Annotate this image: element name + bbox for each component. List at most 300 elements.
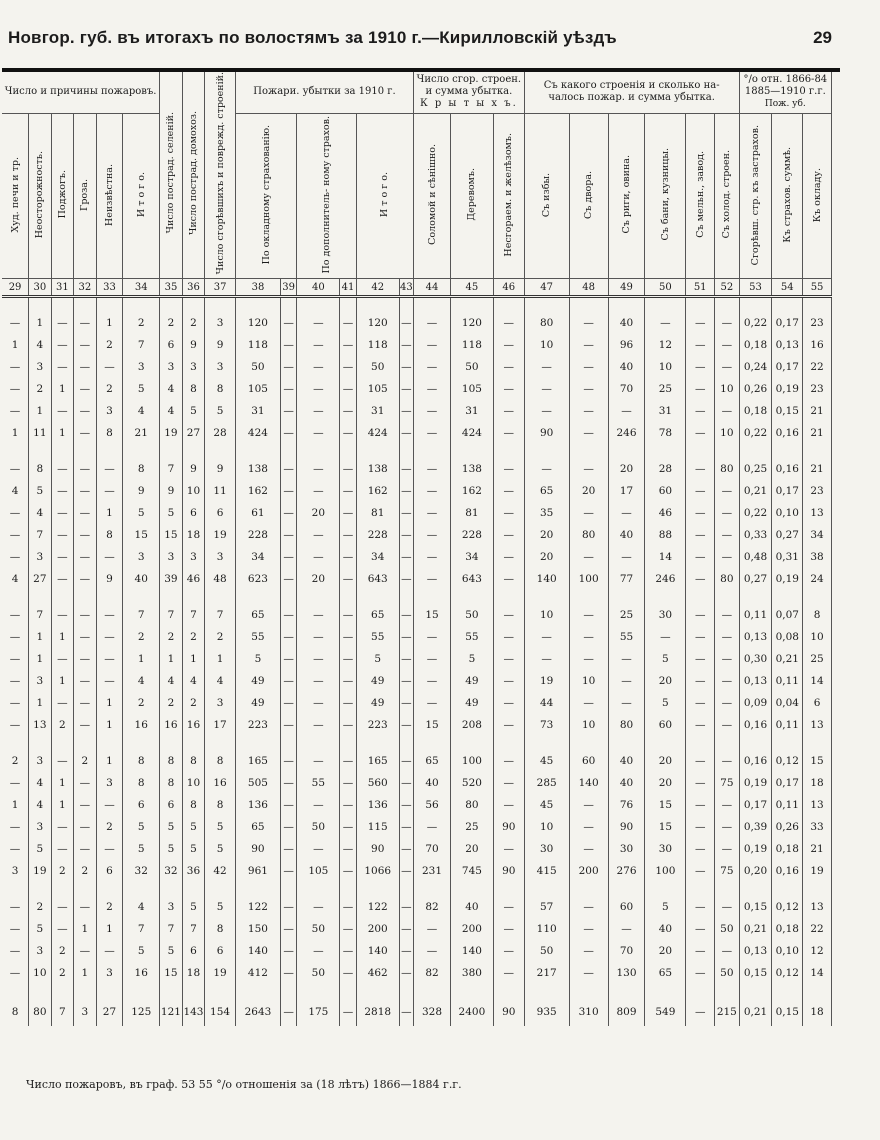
table-cell: —	[2, 378, 29, 400]
spacer-cell	[645, 297, 686, 313]
table-cell: 65	[524, 480, 569, 502]
column-number: 50	[645, 279, 686, 297]
table-cell: 75	[715, 772, 740, 794]
table-cell: 75	[715, 860, 740, 882]
table-cell: —	[686, 378, 715, 400]
table-cell: —	[686, 860, 715, 882]
table-cell: —	[340, 940, 356, 962]
table-cell: 2	[74, 750, 97, 772]
spacer-cell	[414, 984, 451, 998]
table-cell: —	[645, 626, 686, 648]
table-cell: 15	[414, 714, 451, 736]
table-cell: —	[493, 604, 524, 626]
spacer-cell	[399, 444, 413, 458]
col-31-header: Поджогъ.	[51, 113, 74, 278]
table-cell: —	[569, 312, 608, 334]
table-cell: 2	[123, 312, 160, 334]
spacer-cell	[414, 590, 451, 604]
table-cell: —	[715, 648, 740, 670]
spacer-cell	[524, 444, 569, 458]
table-cell: 162	[450, 480, 493, 502]
table-cell: 1	[29, 400, 52, 422]
table-cell: —	[51, 896, 74, 918]
table-cell: —	[686, 502, 715, 524]
table-cell: —	[280, 772, 296, 794]
table-cell: 3	[29, 546, 52, 568]
col-47-header: Съ избы.	[524, 113, 569, 278]
table-cell: 5	[182, 816, 205, 838]
table-cell: —	[399, 816, 413, 838]
table-cell: —	[569, 356, 608, 378]
table-cell: 56	[414, 794, 451, 816]
table-cell: —	[74, 502, 97, 524]
table-cell: 310	[569, 998, 608, 1026]
table-cell: —	[340, 896, 356, 918]
table-cell: —	[51, 334, 74, 356]
table-cell: 21	[123, 422, 160, 444]
table-cell: 10	[569, 670, 608, 692]
table-cell: 6	[96, 860, 123, 882]
table-cell: 20	[645, 750, 686, 772]
spacer-cell	[205, 297, 236, 313]
table-cell: —	[2, 458, 29, 480]
table-cell: —	[280, 480, 296, 502]
table-cell: —	[414, 422, 451, 444]
table-cell: 105	[450, 378, 493, 400]
table-cell: —	[2, 838, 29, 860]
table-cell: 0,17	[772, 772, 803, 794]
table-cell: 4	[2, 480, 29, 502]
table-cell: —	[399, 546, 413, 568]
table-cell: 1	[160, 648, 183, 670]
spacer-cell	[51, 297, 74, 313]
table-cell: —	[414, 670, 451, 692]
table-cell: —	[569, 648, 608, 670]
table-cell: 20	[645, 772, 686, 794]
table-cell: 5	[29, 838, 52, 860]
table-cell: 0,16	[739, 750, 772, 772]
table-cell: —	[297, 604, 340, 626]
table-cell: 1	[29, 648, 52, 670]
table-cell: 246	[608, 422, 645, 444]
spacer-cell	[399, 882, 413, 896]
table-cell: 8	[160, 772, 183, 794]
table-cell: —	[686, 422, 715, 444]
table-cell: 46	[182, 568, 205, 590]
table-cell: 2	[51, 714, 74, 736]
spacer-cell	[96, 444, 123, 458]
spacer-cell	[297, 590, 340, 604]
table-cell: —	[2, 604, 29, 626]
table-cell: 9	[182, 334, 205, 356]
spacer-cell	[450, 882, 493, 896]
table-cell: 1	[96, 750, 123, 772]
spacer-cell	[356, 984, 399, 998]
spacer-cell	[493, 590, 524, 604]
spacer-cell	[280, 882, 296, 896]
table-cell: 121	[160, 998, 183, 1026]
table-cell: 3	[205, 356, 236, 378]
table-cell: —	[51, 546, 74, 568]
table-cell: —	[399, 334, 413, 356]
column-number: 48	[569, 279, 608, 297]
spacer-cell	[686, 297, 715, 313]
table-cell: —	[399, 670, 413, 692]
footnote: Число пожаровъ, въ граф. 53 55 °/о отношенія за (18 лѣтъ) 1866—1884 г.г.	[26, 1078, 462, 1091]
table-cell: 1	[96, 692, 123, 714]
table-cell: —	[340, 794, 356, 816]
table-cell: —	[715, 816, 740, 838]
spacer-cell	[205, 444, 236, 458]
spacer-cell	[772, 444, 803, 458]
table-cell: 2	[51, 962, 74, 984]
spacer-cell	[96, 882, 123, 896]
spacer-cell	[123, 984, 160, 998]
table-cell: 6	[205, 940, 236, 962]
table-cell: 2	[182, 312, 205, 334]
table-cell: —	[74, 524, 97, 546]
table-cell: —	[297, 400, 340, 422]
table-cell: 3	[205, 692, 236, 714]
table-cell: —	[297, 524, 340, 546]
table-cell: 5	[205, 896, 236, 918]
table-cell: 19	[205, 962, 236, 984]
table-cell: 4	[123, 896, 160, 918]
spacer-cell	[493, 984, 524, 998]
table-cell: —	[686, 794, 715, 816]
table-cell: —	[297, 546, 340, 568]
table-cell: 5	[123, 838, 160, 860]
table-cell: 6	[160, 334, 183, 356]
table-cell: —	[297, 714, 340, 736]
spacer-cell	[123, 444, 160, 458]
table-cell: 7	[123, 334, 160, 356]
table-cell: —	[493, 962, 524, 984]
table-cell: —	[74, 794, 97, 816]
table-cell: 118	[235, 334, 280, 356]
table-cell: 165	[235, 750, 280, 772]
spacer-cell	[74, 590, 97, 604]
spacer-cell	[686, 590, 715, 604]
column-number: 38	[235, 279, 280, 297]
table-cell: 505	[235, 772, 280, 794]
table-row	[2, 480, 832, 502]
spacer-cell	[645, 882, 686, 896]
table-cell: —	[608, 692, 645, 714]
spacer-cell	[803, 590, 832, 604]
table-cell: 15	[160, 962, 183, 984]
table-cell: —	[399, 524, 413, 546]
table-cell: 105	[356, 378, 399, 400]
table-cell: 2	[2, 750, 29, 772]
table-cell: 23	[803, 480, 832, 502]
table-cell: —	[340, 568, 356, 590]
table-cell: —	[74, 422, 97, 444]
column-numbers-row	[2, 279, 832, 297]
spacer-cell	[29, 882, 52, 896]
spacer-row	[2, 297, 832, 313]
spacer-cell	[803, 444, 832, 458]
table-cell: —	[51, 568, 74, 590]
table-cell: —	[715, 334, 740, 356]
table-cell: —	[399, 772, 413, 794]
spacer-cell	[96, 297, 123, 313]
table-cell: —	[715, 546, 740, 568]
table-cell: 2	[123, 692, 160, 714]
table-cell: 118	[450, 334, 493, 356]
table-cell: 34	[450, 546, 493, 568]
spacer-cell	[235, 590, 280, 604]
table-cell: 0,10	[772, 940, 803, 962]
table-cell: —	[686, 604, 715, 626]
spacer-cell	[686, 984, 715, 998]
table-cell: 23	[803, 312, 832, 334]
table-cell: —	[493, 378, 524, 400]
table-cell: 110	[524, 918, 569, 940]
table-cell: —	[340, 524, 356, 546]
table-cell: 1066	[356, 860, 399, 882]
table-cell: 90	[493, 860, 524, 882]
table-cell: 0,21	[739, 918, 772, 940]
table-cell: —	[297, 422, 340, 444]
table-cell: 5	[645, 692, 686, 714]
spacer-cell	[123, 297, 160, 313]
col-38-header: По окладному страхованію.	[235, 113, 296, 278]
table-cell: 27	[29, 568, 52, 590]
spacer-cell	[608, 984, 645, 998]
column-number: 30	[29, 279, 52, 297]
table-cell: 45	[524, 750, 569, 772]
spacer-cell	[235, 882, 280, 896]
table-cell: 215	[715, 998, 740, 1026]
table-cell: 328	[414, 998, 451, 1026]
group-burned-buildings: Число сгор. строен. и сумма убытка. К р ы т ы х ъ.	[414, 72, 525, 113]
table-cell: —	[297, 692, 340, 714]
spacer-cell	[645, 590, 686, 604]
table-cell: 22	[803, 918, 832, 940]
table-cell: —	[74, 334, 97, 356]
table-cell: —	[686, 400, 715, 422]
table-cell: 50	[524, 940, 569, 962]
table-cell: —	[280, 458, 296, 480]
spacer-cell	[29, 297, 52, 313]
column-number: 54	[772, 279, 803, 297]
table-cell: —	[340, 998, 356, 1026]
spacer-cell	[739, 736, 772, 750]
table-cell: —	[280, 940, 296, 962]
spacer-cell	[356, 736, 399, 750]
spacer-cell	[280, 297, 296, 313]
table-cell: 0,17	[772, 312, 803, 334]
table-cell: 165	[356, 750, 399, 772]
table-row	[2, 648, 832, 670]
table-cell: 0,10	[772, 502, 803, 524]
table-cell: 15	[123, 524, 160, 546]
table-cell: 22	[803, 356, 832, 378]
table-cell: 16	[205, 772, 236, 794]
table-cell: —	[340, 334, 356, 356]
table-cell: 8	[205, 918, 236, 940]
table-cell: —	[608, 546, 645, 568]
table-cell: 82	[414, 896, 451, 918]
table-cell: —	[715, 838, 740, 860]
col-53-header: Сгорѣвш. стр. къ застрахов.	[739, 113, 772, 278]
table-cell: —	[686, 962, 715, 984]
table-cell: —	[399, 356, 413, 378]
table-cell: 4	[123, 400, 160, 422]
table-cell: 809	[608, 998, 645, 1026]
table-cell: —	[493, 714, 524, 736]
table-cell: 8	[205, 794, 236, 816]
table-cell: 13	[803, 714, 832, 736]
table-cell: —	[340, 816, 356, 838]
table-cell: —	[493, 356, 524, 378]
spacer-row	[2, 444, 832, 458]
table-cell: 18	[182, 962, 205, 984]
table-cell: —	[715, 626, 740, 648]
column-number: 46	[493, 279, 524, 297]
table-cell: —	[96, 794, 123, 816]
spacer-cell	[2, 590, 29, 604]
spacer-cell	[74, 297, 97, 313]
column-number: 53	[739, 279, 772, 297]
col-34-header: И т о г о.	[123, 113, 160, 278]
table-cell: —	[2, 546, 29, 568]
table-cell: —	[280, 816, 296, 838]
table-cell: —	[51, 480, 74, 502]
table-cell: 50	[715, 962, 740, 984]
table-cell: 140	[235, 940, 280, 962]
table-cell: —	[686, 772, 715, 794]
table-cell: 3	[2, 860, 29, 882]
table-cell: —	[2, 940, 29, 962]
table-cell: 9	[182, 458, 205, 480]
table-cell: 20	[297, 502, 340, 524]
table-cell: —	[686, 714, 715, 736]
table-cell: 3	[96, 772, 123, 794]
table-cell: 138	[356, 458, 399, 480]
table-cell: 19	[29, 860, 52, 882]
table-cell: 0,12	[772, 896, 803, 918]
table-cell: —	[608, 502, 645, 524]
table-cell: —	[280, 356, 296, 378]
col-51-header: Съ мельн., завод.	[686, 113, 715, 278]
spacer-cell	[160, 882, 183, 896]
table-cell: —	[2, 816, 29, 838]
table-cell: 0,17	[739, 794, 772, 816]
table-cell: 16	[803, 334, 832, 356]
spacer-cell	[686, 882, 715, 896]
table-cell: 12	[803, 940, 832, 962]
spacer-cell	[205, 590, 236, 604]
spacer-cell	[340, 590, 356, 604]
spacer-cell	[74, 736, 97, 750]
table-cell: 200	[569, 860, 608, 882]
table-row	[2, 568, 832, 590]
table-cell: 1	[2, 422, 29, 444]
table-cell: 44	[524, 692, 569, 714]
spacer-cell	[182, 882, 205, 896]
table-cell: —	[715, 692, 740, 714]
table-cell: 65	[414, 750, 451, 772]
table-cell: 120	[450, 312, 493, 334]
table-cell: 50	[450, 356, 493, 378]
table-cell: 8	[123, 750, 160, 772]
table-cell: —	[340, 312, 356, 334]
table-cell: —	[51, 312, 74, 334]
table-cell: —	[715, 714, 740, 736]
table-cell: 8	[182, 794, 205, 816]
spacer-cell	[803, 984, 832, 998]
table-cell: 0,26	[739, 378, 772, 400]
table-cell: 5	[160, 502, 183, 524]
table-cell: 3	[182, 546, 205, 568]
table-cell: 2	[182, 692, 205, 714]
table-cell: —	[51, 692, 74, 714]
table-cell: —	[2, 626, 29, 648]
table-cell: 20	[645, 940, 686, 962]
table-cell: 228	[356, 524, 399, 546]
table-cell: —	[74, 714, 97, 736]
table-cell: 3	[29, 940, 52, 962]
table-cell: —	[96, 626, 123, 648]
spacer-cell	[493, 297, 524, 313]
table-cell: —	[569, 794, 608, 816]
table-row	[2, 794, 832, 816]
table-cell: 217	[524, 962, 569, 984]
table-cell: 50	[715, 918, 740, 940]
table-cell: —	[340, 546, 356, 568]
table-cell: 15	[645, 816, 686, 838]
table-cell: —	[608, 648, 645, 670]
table-cell: —	[74, 568, 97, 590]
table-cell: 0,39	[739, 816, 772, 838]
table-cell: —	[569, 458, 608, 480]
table-cell: 2	[51, 860, 74, 882]
table-cell: —	[51, 400, 74, 422]
table-cell: 90	[524, 422, 569, 444]
table-cell: 17	[608, 480, 645, 502]
table-cell: 0,21	[739, 480, 772, 502]
table-cell: 8	[205, 378, 236, 400]
table-cell: —	[569, 422, 608, 444]
table-cell: —	[524, 378, 569, 400]
spacer-cell	[356, 882, 399, 896]
table-cell: 60	[645, 480, 686, 502]
spacer-cell	[297, 297, 340, 313]
table-cell: 3	[123, 356, 160, 378]
table-row	[2, 312, 832, 334]
table-cell: —	[569, 962, 608, 984]
spacer-row	[2, 736, 832, 750]
table-cell: 77	[608, 568, 645, 590]
table-cell: —	[686, 480, 715, 502]
table-cell: —	[74, 546, 97, 568]
table-row	[2, 896, 832, 918]
table-cell: 10	[182, 772, 205, 794]
spacer-cell	[524, 297, 569, 313]
table-cell: —	[96, 838, 123, 860]
table-cell: 1	[29, 312, 52, 334]
table-cell: 120	[235, 312, 280, 334]
table-cell: 73	[524, 714, 569, 736]
table-cell: —	[399, 502, 413, 524]
column-number: 55	[803, 279, 832, 297]
table-cell: 8	[96, 422, 123, 444]
table-cell: 2	[160, 692, 183, 714]
column-number: 45	[450, 279, 493, 297]
table-cell: —	[2, 502, 29, 524]
